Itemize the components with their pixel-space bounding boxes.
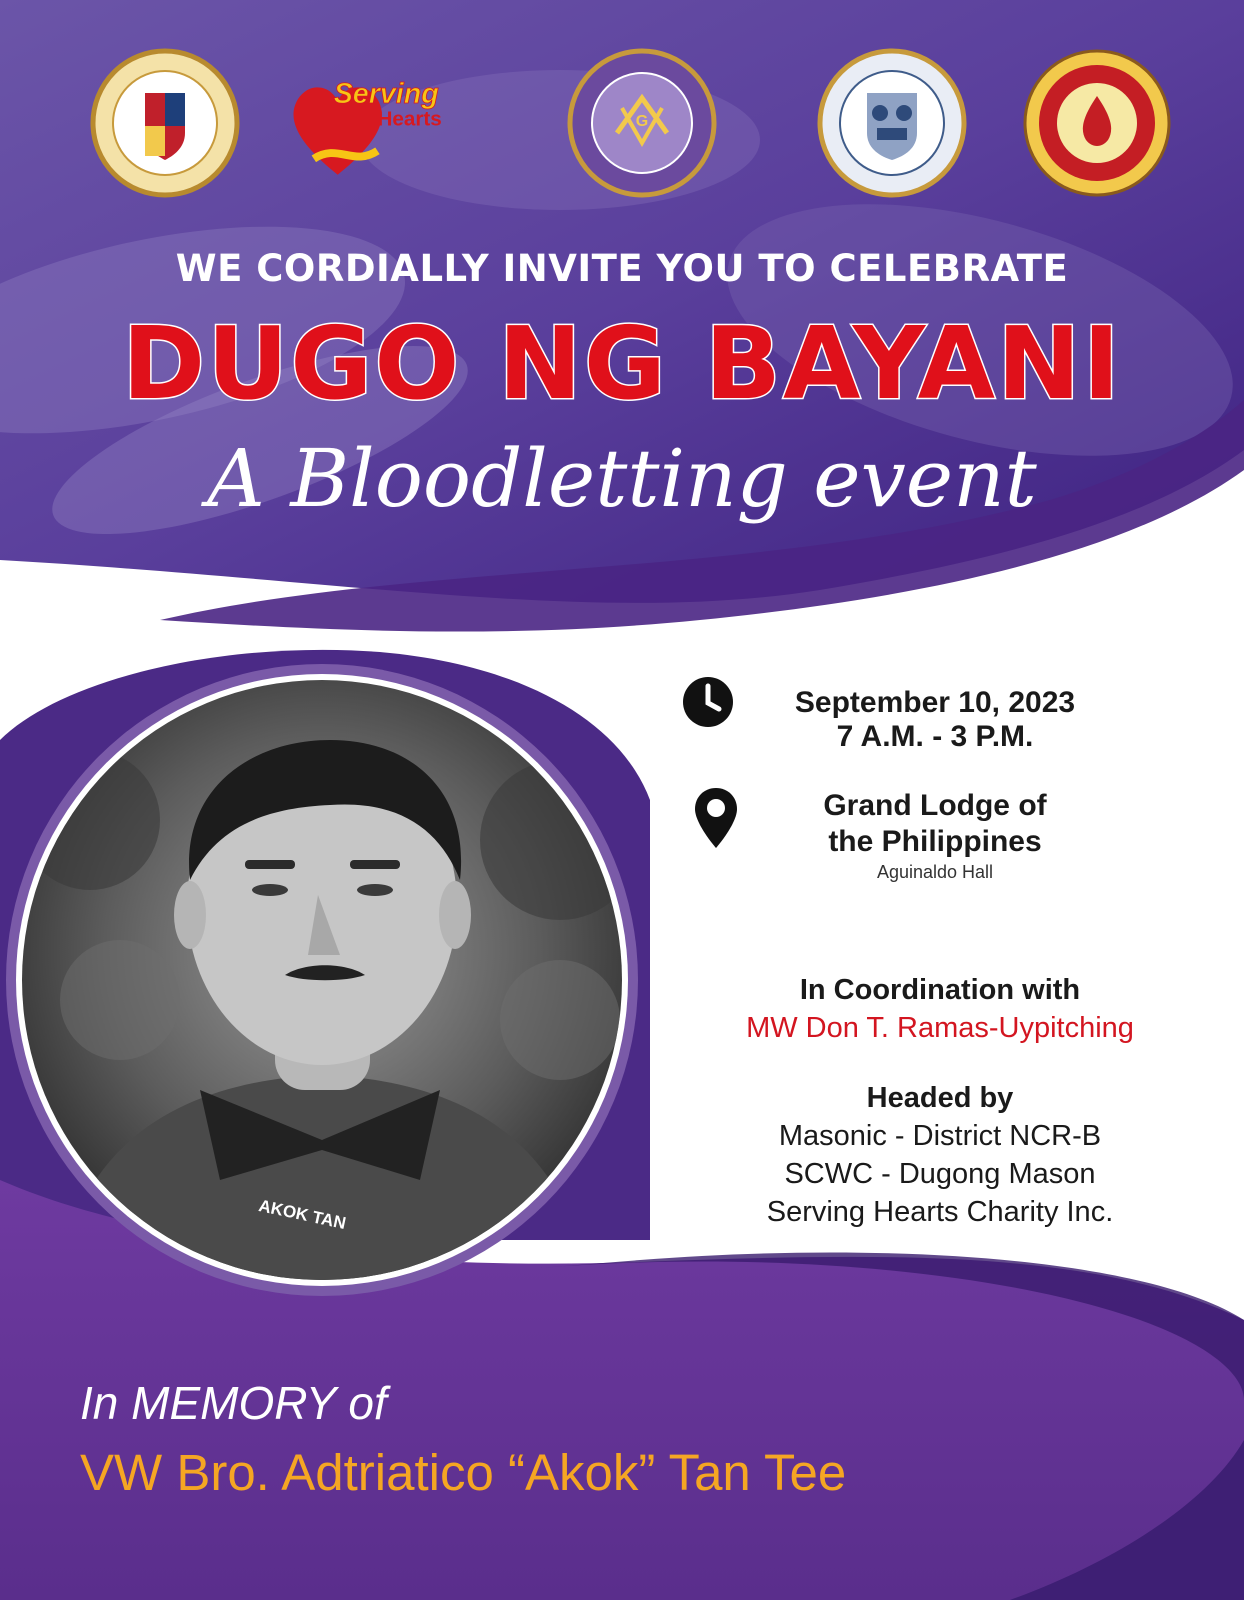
shirt-name-label: AKOK TAN: [257, 1196, 348, 1233]
headed-by-line-3: Serving Hearts Charity Inc.: [766, 1196, 1114, 1228]
venue-line-2: the Philippines: [828, 825, 1042, 858]
headed-by-heading: Headed by: [866, 1082, 1014, 1114]
masonic-district-seal-logo: [555, 48, 730, 198]
event-title: DUGO NG BAYANI: [122, 305, 1122, 422]
coordination-name: MW Don T. Ramas-Uypitching: [746, 1012, 1134, 1044]
headed-by-line-2: SCWC - Dugong Mason: [784, 1158, 1096, 1190]
venue-line-1: Grand Lodge of: [823, 789, 1047, 822]
event-subtitle: A Bloodletting event: [207, 432, 1037, 525]
serving-hearts-logo-line1: Serving: [333, 78, 439, 111]
event-date: September 10, 2023: [794, 686, 1076, 719]
venue-hall: Aguinaldo Hall: [876, 862, 994, 882]
invite-line: WE CORDIALLY INVITE YOU TO CELEBRATE: [175, 247, 1069, 290]
location-pin-icon: [693, 786, 739, 850]
grand-lodge-seal-logo: [78, 48, 253, 198]
serving-hearts-logo: [282, 48, 457, 198]
event-date-time: [745, 686, 1125, 754]
event-time: 7 A.M. - 3 P.M.: [836, 720, 1034, 753]
dugong-mason-logo: [1010, 48, 1185, 198]
clock-icon: [682, 676, 734, 728]
serving-hearts-logo-line2: Hearts: [377, 107, 442, 131]
memorial-honoree-name: VW Bro. Adtriatico “Akok” Tan Tee: [80, 1444, 847, 1501]
square-compass-we-connect-logo: [805, 48, 980, 198]
memorial-prefix: In MEMORY of: [80, 1377, 387, 1429]
headed-by-line-1: Masonic - District NCR-B: [778, 1120, 1102, 1152]
svg-text:G: G: [635, 113, 649, 130]
coordination-heading: In Coordination with: [799, 974, 1081, 1006]
event-venue: [750, 788, 1120, 860]
